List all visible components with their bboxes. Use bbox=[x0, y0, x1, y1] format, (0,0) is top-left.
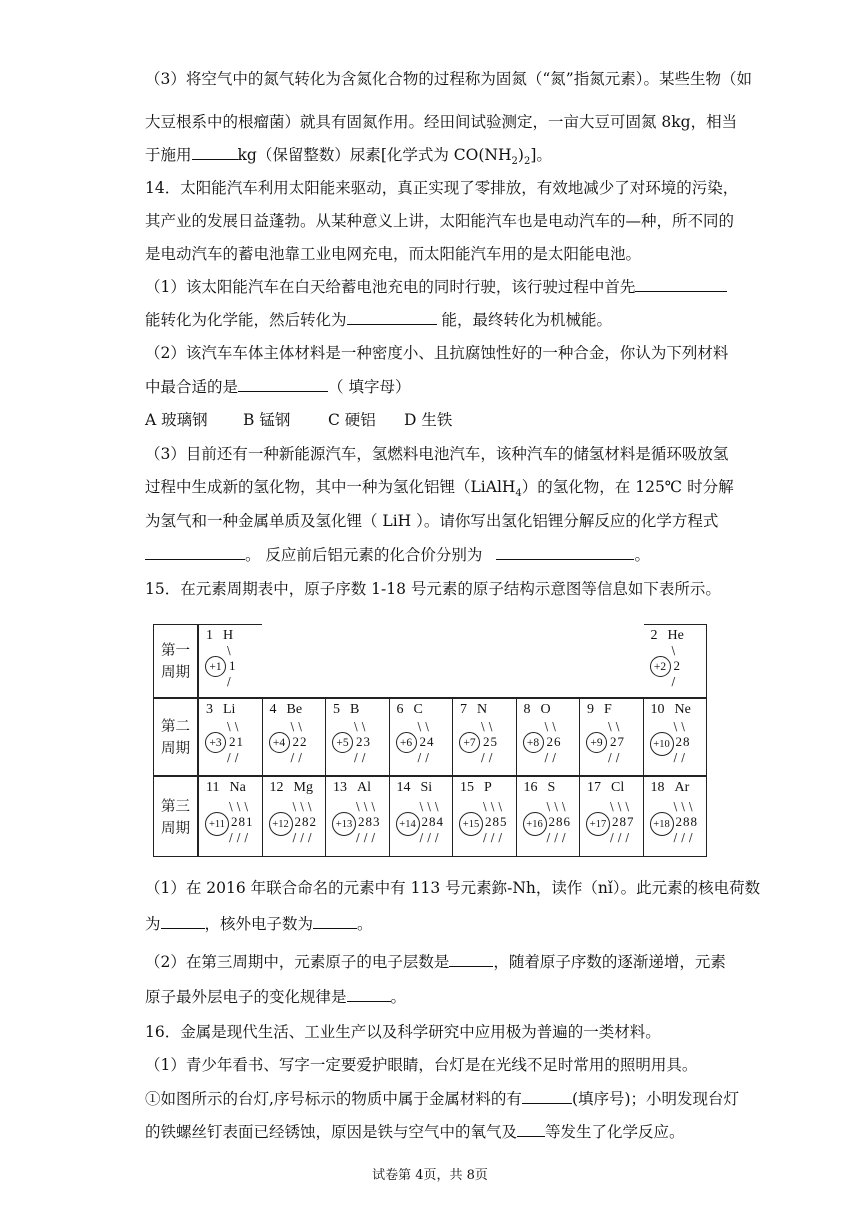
shell-arc-top: \\ bbox=[544, 720, 560, 733]
answer-blank[interactable] bbox=[161, 914, 205, 929]
q14-part3-line1: （3）目前还有一种新能源汽车，氢燃料电池汽车，该种汽车的储氢材料是循环吸放氢 bbox=[145, 445, 729, 463]
electron-shells: 21 bbox=[229, 734, 244, 749]
atomic-number: 2 bbox=[650, 628, 658, 643]
nucleus-charge: +14 bbox=[396, 812, 420, 836]
text: 的铁螺丝钉表面已经锈蚀，原因是铁与空气中的氧气及 bbox=[145, 1123, 518, 1141]
atomic-number: 10 bbox=[650, 702, 665, 717]
shell-arc-bottom: // bbox=[227, 751, 243, 764]
text: ①如图所示的台灯,序号标示的物质中属于金属材料的有 bbox=[145, 1090, 522, 1108]
q14-part3-line4 bbox=[145, 544, 650, 566]
element-symbol: F bbox=[604, 702, 612, 717]
element-header bbox=[651, 780, 690, 796]
text: ）的氢化物，在 125℃ 时分解 bbox=[521, 478, 734, 496]
element-header bbox=[651, 628, 684, 644]
element-cell-p bbox=[452, 776, 517, 857]
nucleus-charge: +13 bbox=[332, 812, 356, 836]
nucleus-charge: +4 bbox=[269, 732, 290, 753]
electron-shells: 287 bbox=[612, 813, 635, 829]
electron-shells: 24 bbox=[419, 734, 435, 749]
shell-arc-bottom: // bbox=[481, 751, 497, 764]
nucleus-charge: +12 bbox=[269, 812, 293, 836]
element-header bbox=[397, 780, 433, 796]
shell-arc-bottom: // bbox=[673, 751, 689, 764]
answer-blank[interactable] bbox=[192, 145, 238, 160]
text: 于施用 bbox=[145, 146, 192, 164]
option-a[interactable]: A 玻璃钢 bbox=[145, 411, 208, 429]
shell-arc-bottom: // bbox=[608, 751, 624, 764]
electron-shells: 281 bbox=[231, 813, 254, 829]
element-symbol: S bbox=[547, 780, 556, 795]
q16-intro: 16．金属是现代生活、工业生产以及科学研究中应用极为普遍的一类材料。 bbox=[145, 1023, 661, 1041]
empty-row1-area bbox=[262, 624, 644, 698]
atomic-number: 1 bbox=[206, 628, 213, 643]
nucleus-charge: +3 bbox=[205, 732, 226, 753]
electron-shells: 285 bbox=[485, 813, 508, 829]
element-symbol: O bbox=[540, 702, 551, 717]
page-footer: 试卷第 4页，共 8页 bbox=[372, 1168, 488, 1183]
answer-blank[interactable] bbox=[238, 377, 328, 392]
nucleus-charge: +17 bbox=[586, 812, 610, 836]
q14-options bbox=[145, 409, 452, 431]
atomic-number: 18 bbox=[650, 780, 665, 795]
answer-blank[interactable] bbox=[522, 1089, 572, 1104]
text: 。 bbox=[357, 915, 373, 933]
shell-arc-top: \\\ bbox=[483, 799, 507, 813]
element-symbol: H bbox=[223, 628, 234, 643]
shell-arc-bottom: /// bbox=[419, 830, 443, 844]
shell-arc-bottom: // bbox=[290, 751, 306, 764]
electron-shells: 2 bbox=[673, 658, 681, 673]
nucleus-charge: +1 bbox=[205, 656, 226, 677]
element-header bbox=[587, 780, 624, 796]
shell-arc-top: \\ bbox=[417, 720, 433, 733]
q16-part1: （1）青少年看书、写字一定要爱护眼睛，台灯是在光线不足时常用的照明用具。 bbox=[145, 1056, 698, 1074]
nucleus-charge: +2 bbox=[650, 656, 671, 677]
electron-shells: 23 bbox=[356, 734, 371, 749]
element-header bbox=[587, 702, 612, 718]
shell-arc-top: \\\ bbox=[356, 799, 380, 813]
text: 中最合适的是 bbox=[145, 378, 239, 396]
atomic-number: 12 bbox=[269, 780, 284, 795]
shell-arc-bottom: /// bbox=[356, 830, 380, 844]
period-label: 第一 周期 bbox=[153, 624, 198, 698]
text: 能转化为化学能，然后转化为 bbox=[145, 311, 347, 329]
text: 等发生了化学反应。 bbox=[545, 1123, 685, 1141]
text: ) bbox=[517, 146, 524, 164]
answer-blank[interactable] bbox=[313, 914, 357, 929]
q15-part2-line2 bbox=[145, 986, 406, 1008]
q14-intro-3: 是电动汽车的蓄电池靠工业电网充电，而太阳能汽车用的是太阳能电池。 bbox=[145, 245, 642, 263]
element-cell-na bbox=[198, 776, 263, 857]
periodic-table bbox=[153, 624, 696, 857]
electron-shells: 28 bbox=[675, 734, 691, 749]
atomic-number: 16 bbox=[523, 780, 538, 795]
nucleus-charge: +18 bbox=[650, 812, 674, 836]
shell-arc-top: \\\ bbox=[229, 799, 253, 813]
shell-arc-bottom: /// bbox=[673, 830, 697, 844]
atomic-number: 13 bbox=[333, 780, 347, 795]
answer-blank[interactable] bbox=[449, 952, 493, 967]
element-cell-f bbox=[579, 698, 644, 776]
answer-blank[interactable] bbox=[635, 277, 727, 292]
element-header bbox=[397, 702, 423, 718]
shell-arc-top: \\ bbox=[673, 720, 689, 733]
shell-arc-top: \\\ bbox=[546, 799, 570, 813]
element-symbol: Ar bbox=[674, 780, 690, 795]
text: 。 bbox=[634, 546, 650, 564]
element-cell-h bbox=[198, 624, 263, 698]
element-symbol: N bbox=[477, 702, 488, 717]
text: kg（保留整数）尿素[化学式为 CO(NH bbox=[237, 146, 512, 164]
shell-arc-top: \\ bbox=[290, 720, 306, 733]
element-header bbox=[524, 702, 551, 718]
text: （ 填字母） bbox=[328, 378, 411, 396]
nucleus-charge: +11 bbox=[205, 812, 229, 836]
shell-arc-bottom: /// bbox=[483, 830, 507, 844]
shell-arc-top: \ bbox=[227, 644, 235, 657]
shell-arc-top: \\ bbox=[608, 720, 624, 733]
answer-blank[interactable] bbox=[496, 545, 634, 560]
electron-shells: 284 bbox=[421, 813, 444, 829]
shell-arc-bottom: // bbox=[354, 751, 370, 764]
text: ，核外电子数为 bbox=[204, 915, 314, 933]
subscript: 4 bbox=[515, 488, 522, 500]
q13-3-line3 bbox=[145, 144, 552, 173]
shell-arc-bottom: /// bbox=[610, 830, 634, 844]
shell-arc-bottom: / bbox=[671, 675, 680, 688]
shell-arc-top: \\\ bbox=[292, 799, 316, 813]
element-symbol: P bbox=[484, 780, 492, 795]
q13-3-line1: （3）将空气中的氮气转化为含氮化合物的过程称为固氮（“氮”指氮元素）。某些生物（如 bbox=[145, 70, 752, 88]
q14-part2-line2 bbox=[145, 376, 410, 398]
q14-part1-line1 bbox=[145, 276, 727, 298]
atomic-number: 6 bbox=[396, 702, 404, 717]
element-header bbox=[460, 780, 492, 796]
nucleus-charge: +15 bbox=[459, 812, 483, 836]
nucleus-charge: +6 bbox=[396, 732, 417, 753]
text: 原子最外层电子的变化规律是 bbox=[145, 988, 347, 1006]
shell-arc-top: \\\ bbox=[419, 799, 443, 813]
q14-part2-line1: （2）该汽车车体主体材料是一种密度小、且抗腐蚀性好的一种合金，你认为下列材料 bbox=[145, 344, 729, 362]
shell-arc-top: \ bbox=[671, 644, 680, 657]
text: （2）在第三周期中，元素原子的电子层数是 bbox=[145, 953, 450, 971]
element-header bbox=[206, 628, 233, 644]
element-header bbox=[333, 702, 359, 718]
element-cell-c bbox=[389, 698, 454, 776]
element-cell-cl bbox=[579, 776, 644, 857]
nucleus-charge: +8 bbox=[523, 732, 544, 753]
element-header bbox=[651, 702, 691, 718]
element-cell-mg bbox=[262, 776, 327, 857]
electron-shells: 1 bbox=[229, 658, 237, 673]
element-header bbox=[270, 780, 313, 796]
element-symbol: Cl bbox=[611, 780, 625, 795]
element-symbol: He bbox=[667, 628, 684, 643]
q14-part1-line2 bbox=[145, 309, 612, 331]
q14-part3-line2 bbox=[145, 476, 734, 505]
shell-arc-top: \\\ bbox=[610, 799, 634, 813]
atomic-number: 9 bbox=[587, 702, 594, 717]
atomic-number: 7 bbox=[460, 702, 467, 717]
electron-shells: 282 bbox=[294, 813, 317, 829]
electron-shells: 22 bbox=[292, 734, 308, 749]
element-cell-si bbox=[389, 776, 454, 857]
nucleus-charge: +9 bbox=[586, 732, 607, 753]
text: 为 bbox=[145, 915, 161, 933]
shell-arc-bottom: /// bbox=[546, 830, 570, 844]
element-symbol: Si bbox=[420, 780, 433, 795]
shell-arc-bottom: /// bbox=[292, 830, 316, 844]
element-cell-s bbox=[516, 776, 581, 857]
q15-intro: 15．在元素周期表中，原子序数 1-18 号元素的原子结构示意图等信息如下表所示。 bbox=[145, 580, 721, 598]
element-cell-o bbox=[516, 698, 581, 776]
shell-arc-top: \\\ bbox=[673, 799, 697, 813]
text: 。 反应前后铝元素的化合价分别为 bbox=[245, 546, 483, 564]
element-cell-he bbox=[643, 624, 708, 698]
text: ]。 bbox=[530, 146, 552, 164]
shell-arc-top: \\ bbox=[354, 720, 370, 733]
text: 能，最终转化为机械能。 bbox=[436, 311, 612, 329]
atomic-number: 15 bbox=[460, 780, 474, 795]
period-label: 第三 周期 bbox=[153, 776, 198, 857]
shell-arc-top: \\ bbox=[481, 720, 497, 733]
element-symbol: Mg bbox=[293, 780, 313, 795]
element-cell-ar bbox=[643, 776, 708, 857]
atomic-number: 14 bbox=[396, 780, 411, 795]
period-label: 第二 周期 bbox=[153, 698, 198, 776]
element-cell-li bbox=[198, 698, 263, 776]
q15-part1-line1: （1）在 2016 年联合命名的元素中有 113 号元素鉨-Nh，读作（nǐ）。此元素的核电荷数 bbox=[145, 879, 761, 897]
q14-part3-line3: 为氢气和一种金属单质及氢化锂（ LiH ）。请你写出氢化铝锂分解反应的化学方程式 bbox=[145, 512, 719, 530]
q13-3-line2: 大豆根系中的根瘤菌）就具有固氮作用。经田间试验测定，一亩大豆可固氮 8kg，相当 bbox=[145, 113, 738, 131]
answer-blank[interactable] bbox=[347, 987, 391, 1002]
option-d[interactable]: D 生铁 bbox=[404, 411, 453, 429]
nucleus-charge: +16 bbox=[523, 812, 547, 836]
text: 。 bbox=[390, 988, 407, 1006]
element-cell-be bbox=[262, 698, 327, 776]
atomic-number: 3 bbox=[206, 702, 213, 717]
shell-arc-bottom: /// bbox=[229, 830, 253, 844]
atomic-number: 17 bbox=[587, 780, 601, 795]
element-symbol: Na bbox=[229, 780, 246, 795]
element-symbol: C bbox=[413, 702, 423, 717]
q16-part1-q1-line2 bbox=[145, 1121, 685, 1143]
answer-blank[interactable] bbox=[517, 1122, 545, 1137]
element-header bbox=[460, 702, 487, 718]
element-symbol: Be bbox=[286, 702, 303, 717]
atomic-number: 11 bbox=[206, 780, 220, 795]
nucleus-charge: +5 bbox=[332, 732, 353, 753]
element-symbol: Al bbox=[357, 780, 371, 795]
electron-shells: 26 bbox=[546, 734, 562, 749]
nucleus-charge: +10 bbox=[650, 732, 674, 756]
text: 过程中生成新的氢化物，其中一种为氢化铝锂（LiAlH bbox=[145, 478, 516, 496]
element-header bbox=[333, 780, 371, 796]
element-symbol: B bbox=[350, 702, 360, 717]
option-c[interactable]: C 硬铝 bbox=[328, 411, 376, 429]
shell-arc-bottom: / bbox=[227, 675, 235, 688]
electron-shells: 27 bbox=[610, 734, 625, 749]
element-cell-b bbox=[325, 698, 390, 776]
text: (填序号)；小明发现台灯 bbox=[571, 1090, 740, 1108]
q16-part1-q1-line1 bbox=[145, 1088, 739, 1110]
element-header bbox=[206, 702, 235, 718]
element-header bbox=[270, 702, 303, 718]
subscript: 2 bbox=[511, 156, 518, 168]
electron-shells: 25 bbox=[483, 734, 498, 749]
element-symbol: Ne bbox=[674, 702, 691, 717]
q14-intro-1: 14．太阳能汽车利用太阳能来驱动，真正实现了零排放，有效地减少了对环境的污染， bbox=[145, 179, 739, 197]
shell-arc-bottom: // bbox=[417, 751, 433, 764]
element-cell-n bbox=[452, 698, 517, 776]
equation-blank[interactable] bbox=[145, 545, 245, 560]
option-b[interactable]: B 锰钢 bbox=[243, 411, 291, 429]
element-header bbox=[206, 780, 246, 796]
electron-shells: 286 bbox=[548, 813, 571, 829]
atomic-number: 4 bbox=[269, 702, 277, 717]
q15-part1-line2 bbox=[145, 913, 373, 935]
element-cell-ne bbox=[643, 698, 708, 776]
text: （1）该太阳能汽车在白天给蓄电池充电的同时行驶，该行驶过程中首先 bbox=[145, 278, 636, 296]
text: ，随着原子序数的逐渐递增，元素 bbox=[493, 953, 726, 971]
subscript: 2 bbox=[523, 156, 531, 168]
shell-arc-top: \\ bbox=[227, 720, 243, 733]
element-symbol: Li bbox=[223, 702, 236, 717]
electron-shells: 288 bbox=[675, 813, 698, 829]
nucleus-charge: +7 bbox=[459, 732, 480, 753]
element-header bbox=[524, 780, 556, 796]
element-cell-al bbox=[325, 776, 390, 857]
atomic-number: 8 bbox=[523, 702, 531, 717]
atomic-number: 5 bbox=[333, 702, 340, 717]
shell-arc-bottom: // bbox=[544, 751, 560, 764]
answer-blank[interactable] bbox=[347, 310, 437, 325]
q15-part2-line1 bbox=[145, 951, 726, 973]
electron-shells: 283 bbox=[358, 813, 381, 829]
q14-intro-2: 其产业的发展日益蓬勃。从某种意义上讲，太阳能汽车也是电动汽车的—种，所不同的 bbox=[145, 212, 735, 230]
